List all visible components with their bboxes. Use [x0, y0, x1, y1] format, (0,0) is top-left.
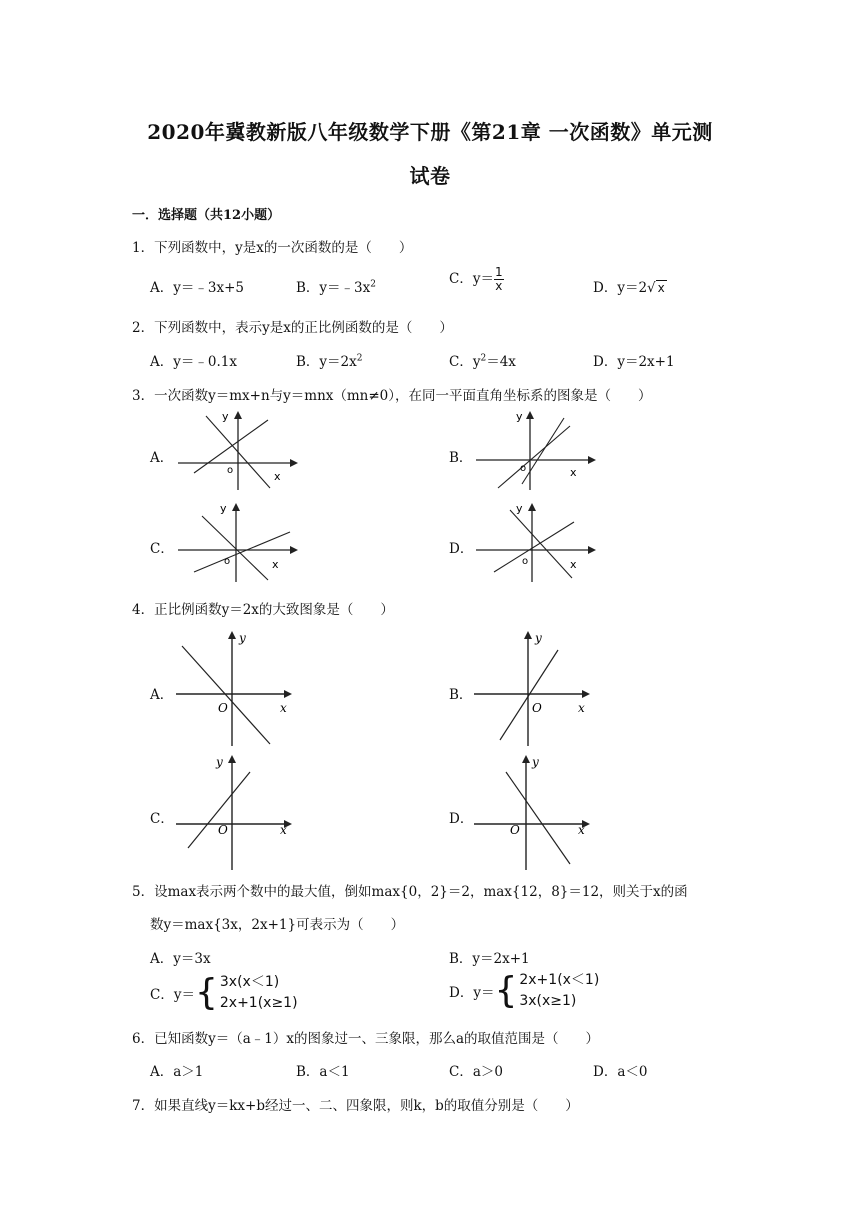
q3-label-a: A．	[150, 450, 174, 466]
q3-graph-a	[172, 408, 302, 492]
brace: {	[194, 972, 218, 1013]
origin-label: O	[510, 823, 520, 837]
question-3: 3．一次函数y＝mx+n与y＝mnx（mn≠0），在同一平面直角坐标系的图象是（ ）	[132, 388, 652, 404]
q5-option-c: C．y＝ { 3x(x＜1) 2x+1(x≥1)	[150, 972, 298, 1013]
question-7: 7．如果直线y＝kx+b经过一、二、四象限，则k，b的取值分别是（ ）	[132, 1098, 579, 1114]
origin-label: O	[532, 701, 542, 715]
q5-option-b: B．y＝2x+1	[449, 951, 530, 967]
origin-label: o	[224, 556, 231, 567]
q2-option-c: C．$y^2=4x$	[449, 353, 516, 370]
q3-graph-b	[470, 408, 600, 492]
brace: {	[494, 970, 518, 1011]
axis-y-label: y	[532, 755, 539, 769]
origin-label: o	[227, 465, 234, 476]
axis-x-label: x	[578, 701, 585, 715]
axis-y-label: y	[516, 410, 523, 423]
axis-x-label: x	[280, 823, 287, 837]
q5-option-d: D．y＝ { 2x+1(x＜1) 3x(x≥1)	[449, 970, 600, 1011]
q3-label-c: C．	[150, 541, 174, 557]
origin-label: o	[522, 556, 529, 567]
axis-y-label: y	[222, 410, 229, 423]
q1-option-b: B．$y=﹣3x^2$	[296, 279, 376, 296]
q6-option-b: B．a＜1	[296, 1064, 350, 1080]
axis-x-label: x	[280, 701, 287, 715]
title-line-1: 2020年冀教新版八年级数学下册《第21章 一次函数》单元测	[147, 120, 713, 144]
q2-option-a: A．y＝﹣0.1x	[150, 354, 237, 370]
q4-label-a: A．	[150, 687, 174, 703]
q6-option-d: D．a＜0	[593, 1064, 648, 1080]
q4-label-d: D．	[449, 811, 474, 827]
question-5-line-2: 数y＝max{3x，2x+1}可表示为（ ）	[150, 917, 405, 933]
title-line-2: 试卷	[409, 164, 451, 188]
q3-graph-c	[172, 500, 302, 584]
q4-graph-c	[172, 752, 296, 872]
q1-option-d: D．y＝2√ x	[593, 280, 665, 296]
q4-graph-a	[172, 628, 296, 748]
q3-graph-d	[470, 500, 600, 584]
question-2: 2．下列函数中，表示y是x的正比例函数的是（ ）	[132, 320, 453, 336]
q2-option-b: B．$y=2x^2$	[296, 353, 363, 370]
q3-label-d: D．	[449, 541, 474, 557]
axis-x-label: x	[570, 466, 577, 479]
axis-y-label: y	[220, 502, 227, 515]
q4-label-b: B．	[449, 687, 473, 703]
axis-x-label: x	[578, 823, 585, 837]
question-5-line-1: 5．设max表示两个数中的最大值，倒如max{0，2}＝2，max{12，8}＝12，则关于x的函	[132, 884, 688, 900]
fraction: $\frac{1}{x}$	[494, 265, 503, 293]
q3-label-b: B．	[449, 450, 473, 466]
q5-option-a: A．y＝3x	[150, 951, 211, 967]
q1-option-c: C．y＝ $\frac{1}{x}$	[449, 265, 503, 293]
axis-y-label: y	[216, 755, 223, 769]
origin-label: O	[218, 701, 228, 715]
q1-option-a: A．y＝﹣3x+5	[150, 280, 244, 296]
axis-x-label: x	[570, 558, 577, 571]
q4-graph-d	[470, 752, 594, 872]
axis-y-label: y	[535, 631, 542, 645]
q4-label-c: C．	[150, 811, 174, 827]
axis-y-label: y	[516, 502, 523, 515]
q6-option-a: A．a＞1	[150, 1064, 204, 1080]
question-6: 6．已知函数y＝（a﹣1）x的图象过一、三象限，那么a的取值范围是（ ）	[132, 1031, 600, 1047]
origin-label: O	[218, 823, 228, 837]
q6-option-c: C．a＞0	[449, 1064, 503, 1080]
origin-label: o	[520, 463, 527, 474]
q4-graph-b	[470, 628, 594, 748]
section-heading: 一．选择题（共12小题）	[132, 208, 281, 223]
question-1: 1．下列函数中，y是x的一次函数的是（ ）	[132, 240, 413, 256]
axis-y-label: y	[239, 631, 246, 645]
axis-x-label: x	[274, 470, 281, 483]
q2-option-d: D．y＝2x+1	[593, 354, 675, 370]
question-4: 4．正比例函数y＝2x的大致图象是（ ）	[132, 602, 394, 618]
axis-x-label: x	[272, 558, 279, 571]
